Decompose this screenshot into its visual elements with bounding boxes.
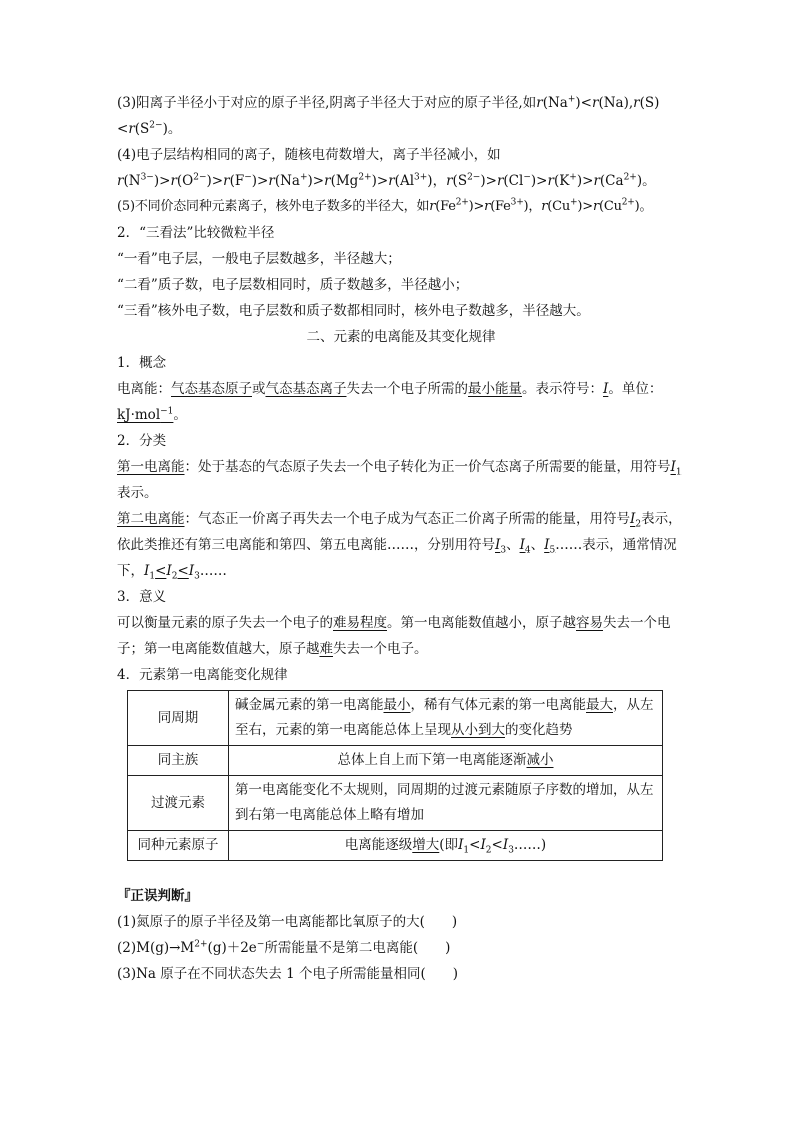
table-row <box>128 691 663 746</box>
heading-sankan: 2．“三看法”比较微粒半径 <box>117 225 275 241</box>
table-value-cell: 碱金属元素的第一电离能最小，稀有气体元素的第一电离能最大，从左至右，元素的第一电离能总体上呈现从小到大的变化趋势 <box>229 691 663 746</box>
table-key-cell: 同主族 <box>128 746 229 776</box>
table-row <box>128 831 663 861</box>
paragraph-radius-5: (5)不同价态同种元素离子，核外电子数多的半径大，如$r(Fe^{2+})>r(Fe^{3+})$，$r(Cu^+)>r(Cu^{2+})$。 <box>117 197 653 214</box>
judgement-heading: 『正误判断』 <box>117 888 198 904</box>
heading-classification: 2．分类 <box>117 433 167 449</box>
document-page <box>117 90 685 987</box>
heading-meaning: 3．意义 <box>117 589 167 605</box>
sankan-line-3: “三看”核外电子数，电子层数和质子数都相同时，核外电子数越多，半径越大。 <box>117 303 590 319</box>
table-key-cell: 过渡元素 <box>128 776 229 831</box>
judgement-question-2: $(2)M(g)\to M^{2+}(g)+2e^-$所需能量不是第二电离能( ) <box>117 939 451 956</box>
heading-concept: 1．概念 <box>117 355 167 371</box>
paragraph-definition: 电离能：气态基态原子或气态基态离子失去一个电子所需的最小能量。表示符号：I。单位：kJ·mol$^{-1}$。 <box>117 381 663 423</box>
judgement-question-1: (1)氮原子的原子半径及第一电离能都比氧原子的大( ) <box>117 914 458 930</box>
paragraph-first-ionization: 第一电离能：处于基态的气态原子失去一个电子转化为正一价气态离子所需要的能量，用符号$I_1$表示。 <box>117 459 682 501</box>
table-row <box>128 746 663 776</box>
section-title: 二、元素的电离能及其变化规律 <box>306 329 496 345</box>
ionization-trend-table <box>127 690 663 861</box>
table-value-cell: 电离能逐级增大(即$I_1<I_2<I_3\dots\dots$) <box>229 831 663 861</box>
table-value-cell: 第一电离能变化不太规则，同周期的过渡元素随原子序数的增加，从左到右第一电离能总体上略有增加 <box>229 776 663 831</box>
heading-trend: 4．元素第一电离能变化规律 <box>117 667 288 683</box>
sankan-line-1: “一看”电子层，一般电子层数越多，半径越大； <box>117 251 401 267</box>
paragraph-second-ionization: 第二电离能：气态正一价离子再失去一个电子成为气态正二价离子所需的能量，用符号$I_2$表示，依此类推还有第三电离能和第四、第五电离能……，分别用符号$I_3$、$I_4$、$I_5\dots\dots$表示，通常情况下，$I_1<I_2<I_3\dots\dots$ <box>117 511 682 582</box>
paragraph-meaning: 可以衡量元素的原子失去一个电子的难易程度。第一电离能数值越小，原子越容易失去一个电子；第一电离能数值越大，原子越难失去一个电子。 <box>117 615 671 657</box>
paragraph-radius-4: (4)电子层结构相同的离子，随核电荷数增大，离子半径减小，如$r(N^{3-})>r(O^{2-})>r(F^-)>r(Na^+)>r(Mg^{2+})>r(Al^{3+})$，$r(S^{2-})>r(Cl^-)>r(K^+)>r(Ca^{2+})$。 <box>117 147 656 189</box>
table-row <box>128 776 663 831</box>
table-key-cell: 同种元素原子 <box>128 831 229 861</box>
judgement-question-3: (3)Na 原子在不同状态失去 1 个电子所需能量相同( ) <box>117 966 458 982</box>
sankan-line-2: “二看”质子数，电子层数相同时，质子数越多，半径越小； <box>117 277 469 293</box>
paragraph-radius-3: (3)阳离子半径小于对应的原子半径,阴离子半径大于对应的原子半径,如$r(Na^+)<r(Na),r(S)<r(S^{2-})$。 <box>117 94 660 137</box>
table-key-cell: 同周期 <box>128 691 229 746</box>
table-value-cell: 总体上自上而下第一电离能逐渐减小 <box>229 746 663 776</box>
